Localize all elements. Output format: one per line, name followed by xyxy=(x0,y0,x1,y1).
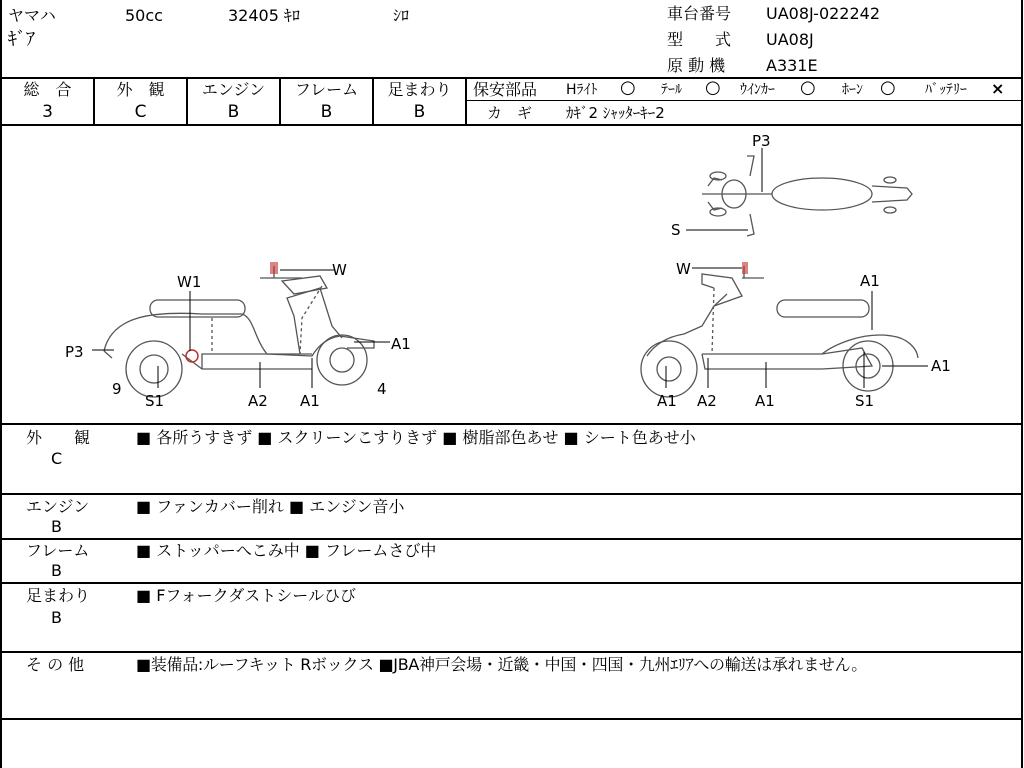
safety-item-taillight: ﾃｰﾙ xyxy=(661,82,682,98)
section-divider xyxy=(0,718,1023,720)
diagram-label-a2: A2 xyxy=(248,392,268,410)
safety-item-headlight: Hﾗｲﾄ xyxy=(566,82,598,98)
section-frame-text: ■ ストッパーへこみ中 ■ フレームさび中 xyxy=(136,541,437,560)
section-other-title: そ の 他 xyxy=(26,655,85,674)
damage-mark xyxy=(742,262,748,274)
grade-frame-label: フレーム xyxy=(294,80,359,99)
grade-total-value: 3 xyxy=(42,102,53,122)
section-divider xyxy=(0,582,1023,584)
diagram-label-p3: P3 xyxy=(752,132,771,150)
diagram-label-4: 4 xyxy=(377,380,387,398)
diagram-label-s1: S1 xyxy=(145,392,165,410)
safety-item-battery: ﾊﾞｯﾃﾘｰ xyxy=(925,82,967,98)
mileage: 32405 ｷﾛ xyxy=(228,6,300,25)
diagram-label-s1: S1 xyxy=(855,392,875,410)
engine-label: 原 動 機 xyxy=(667,56,726,75)
frame-no-value: UA08J-022242 xyxy=(766,4,881,23)
model-name: ｷﾞｱ xyxy=(8,29,35,50)
type-label: 型 式 xyxy=(667,30,732,49)
grade-exterior-value: C xyxy=(134,102,147,122)
diagram-label-a1: A1 xyxy=(755,392,775,410)
grade-engine-label: エンジン xyxy=(201,80,266,99)
safety-mark-taillight: ○ xyxy=(705,77,721,98)
section-other-text: ■装備品:ルーフキット Rボックス ■JBA神戸会場・近畿・中国・四国・九州ｴﾘｱへの輸送は承れません。 xyxy=(136,655,867,674)
section-engine-grade: B xyxy=(51,517,62,536)
diagram-label-a1: A1 xyxy=(860,272,880,290)
safety-mark-winker: ○ xyxy=(800,77,816,98)
section-exterior-grade: C xyxy=(51,449,63,468)
grade-suspension-value: B xyxy=(413,102,426,122)
section-engine-text: ■ ファンカバー削れ ■ エンジン音小 xyxy=(136,497,405,516)
grade-divider xyxy=(465,77,467,126)
key-value: ｶｷﾞ2 ｼｬｯﾀｰｷｰ2 xyxy=(566,104,665,122)
section-engine-title: エンジン xyxy=(26,497,90,516)
grade-exterior-label: 外 観 xyxy=(116,80,165,99)
frame-no-label: 車台番号 xyxy=(667,4,732,23)
section-suspension-grade: B xyxy=(51,608,62,627)
scooter-top-view xyxy=(702,156,912,236)
grade-frame-value: B xyxy=(320,102,333,122)
section-divider xyxy=(0,651,1023,653)
safety-mark-horn: ○ xyxy=(880,77,896,98)
section-frame-title: フレーム xyxy=(26,541,90,560)
maker-name: ヤマハ xyxy=(8,6,56,25)
diagram-label-9: 9 xyxy=(112,380,122,398)
section-divider xyxy=(0,493,1023,495)
safety-item-winker: ｳｲﾝｶｰ xyxy=(740,82,775,98)
safety-label: 保安部品 xyxy=(473,80,538,99)
grade-row-top-line xyxy=(0,77,1023,79)
displacement: 50cc xyxy=(125,6,163,25)
safety-mark-battery: × xyxy=(991,79,1005,98)
type-value: UA08J xyxy=(766,30,814,49)
diagram-label-p3: P3 xyxy=(65,343,84,361)
diagram-label-a1: A1 xyxy=(657,392,677,410)
key-label: カ ギ xyxy=(487,104,533,122)
color: ｼﾛ xyxy=(393,6,410,25)
damage-mark xyxy=(186,350,198,362)
diagram-label-a2: A2 xyxy=(697,392,717,410)
diagram-label-a1: A1 xyxy=(300,392,320,410)
section-suspension-text: ■ Fフォークダストシールひび xyxy=(136,586,356,605)
engine-value: A331E xyxy=(766,56,818,75)
diagram-label-w: W xyxy=(676,260,691,278)
diagram-label-a1: A1 xyxy=(931,357,951,375)
grade-engine-value: B xyxy=(227,102,240,122)
section-divider xyxy=(0,423,1023,425)
section-divider xyxy=(0,538,1023,540)
diagram-label-w1: W1 xyxy=(177,273,202,291)
safety-row-divider xyxy=(467,100,1023,101)
diagram-label-w: W xyxy=(332,261,347,279)
section-exterior-text: ■ 各所うすきず ■ スクリーンこすりきず ■ 樹脂部色あせ ■ シート色あせ小 xyxy=(136,428,696,447)
grade-suspension-label: 足まわり xyxy=(387,80,452,99)
section-exterior-title: 外 観 xyxy=(26,428,91,447)
scooter-left-view xyxy=(104,266,374,397)
section-suspension-title: 足まわり xyxy=(26,586,91,605)
damage-mark xyxy=(270,262,278,274)
grade-total-label: 総 合 xyxy=(23,80,72,99)
section-frame-grade: B xyxy=(51,561,62,580)
diagram-label-s: S xyxy=(671,221,681,239)
safety-mark-headlight: ○ xyxy=(620,77,636,98)
safety-item-horn: ﾎｰﾝ xyxy=(842,82,863,98)
diagram-label-a1: A1 xyxy=(391,335,411,353)
